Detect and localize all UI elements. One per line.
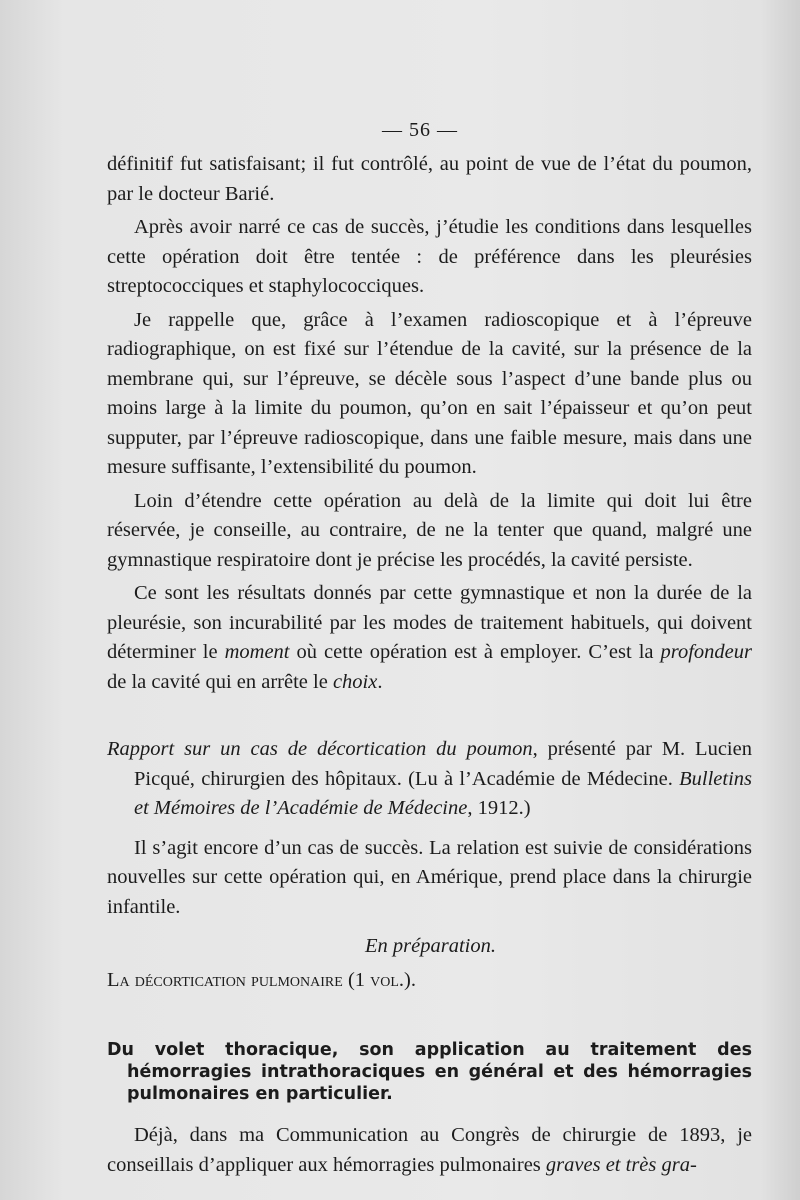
paragraph-conditions: Après avoir narré ce cas de succès, j’étudie les conditions dans lesquelles cette opération doit être tentée : de préférence dans les pleurésies streptococciques et staphylococciques. [107, 216, 752, 297]
in-preparation-label: En préparation. [365, 935, 496, 957]
reference-title: Rapport sur un cas de décortication du poumon [107, 738, 533, 760]
section-heading: Du volet thoracique, son application au traitement des hémorragies intrathoraciques en général et des hémorragies pulmonaires en particulier. [107, 1040, 752, 1104]
page-number: — 56 — [382, 119, 458, 141]
reference-journal: Bulletins et Mémoires de l’Académie de Médecine [134, 767, 752, 819]
reference-entry: Rapport sur un cas de décortication du poumon, présenté par M. Lucien Picqué, chirurgien des hôpitaux. (Lu à l’Académie de Médecine. Bulletins et Mémoires de l’Académie de Médecine, 1912.) [107, 738, 752, 819]
paragraph-results: Ce sont les résultats donnés par cette gymnastique et non la durée de la pleurésie, son incurabilité par les modes de traitement habituels, qui doivent déterminer le moment où cette opération est à employer. C’est la profondeur de la cavité qui en arrête le choix. [107, 582, 752, 693]
page-body [107, 150, 752, 1180]
paragraph-continuation: définitif fut satisfaisant; il fut contrôlé, au point de vue de l’état du poumon, par le docteur Barié. [107, 153, 752, 205]
paragraph-reference-summary: Il s’agit encore d’un cas de succès. La relation est suivie de considérations nouvelles sur cette opération qui, en Amérique, prend place dans la chirurgie infantile. [107, 836, 752, 918]
book-title: La décortication pulmonaire (1 vol.). [107, 968, 416, 991]
paragraph-radioscopy: Je rappelle que, grâce à l’examen radioscopique et à l’épreuve radiographique, on est fixé sur l’étendue de la cavité, sur la présence de la membrane qui, sur l’épreuve, se décèle sous l’aspect d’une bande plus ou moins large à la limite du poumon, qu’on en sait l’épaisseur et qu’on peut supputer, par l’épreuve radioscopique, dans une faible mesure, mais dans une mesure suffisante, l’extensibilité du poumon. [107, 308, 752, 478]
paragraph-gymnastics: Loin d’étendre cette opération au delà de la limite qui doit lui être réservée, je conseille, au contraire, de ne la tenter que quand, malgré une gymnastique respiratoire dont je précise les procédés, la cavité persiste. [107, 489, 752, 571]
paragraph-hemorrhage: Déjà, dans ma Communication au Congrès de chirurgie de 1893, je conseillais d’appliquer aux hémorragies pulmonaires graves et très gra- [107, 1124, 752, 1176]
